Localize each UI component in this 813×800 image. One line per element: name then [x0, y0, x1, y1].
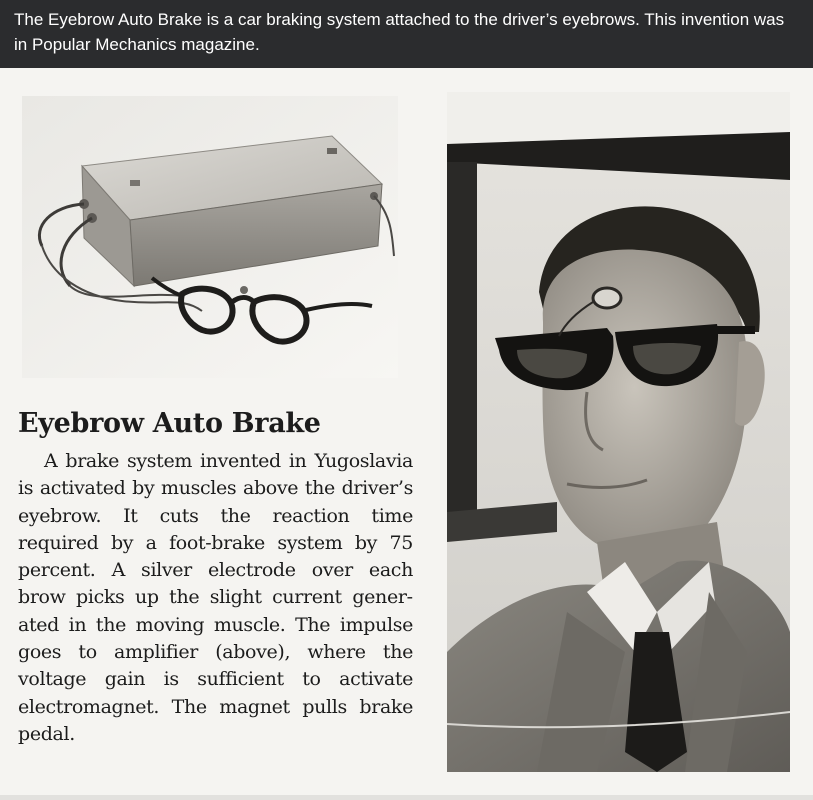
article-block — [18, 406, 413, 748]
article-body: A brake system invented in Yugoslavia is activated by muscles above the driver’s eyebrow. It cuts the reaction time required by a foot-brake system by 75 percent. A silver electrode over each brow picks up the slight current generated in the moving muscle. The impulse goes to amplifier (above), where the voltage gain is sufficient to activate electromagnet. The magnet pulls brake pedal. — [18, 450, 413, 745]
magazine-clipping[interactable] — [0, 68, 813, 800]
post-caption-bar — [0, 0, 813, 68]
article-title: Eyebrow Auto Brake — [18, 408, 321, 439]
driver-photo — [447, 92, 790, 772]
amplifier-photo — [22, 96, 398, 378]
post-caption-text: The Eyebrow Auto Brake is a car braking system attached to the driver’s eyebrows. This invention was in Popular Mechanics magazine. — [14, 10, 785, 54]
bottom-divider — [0, 795, 813, 800]
